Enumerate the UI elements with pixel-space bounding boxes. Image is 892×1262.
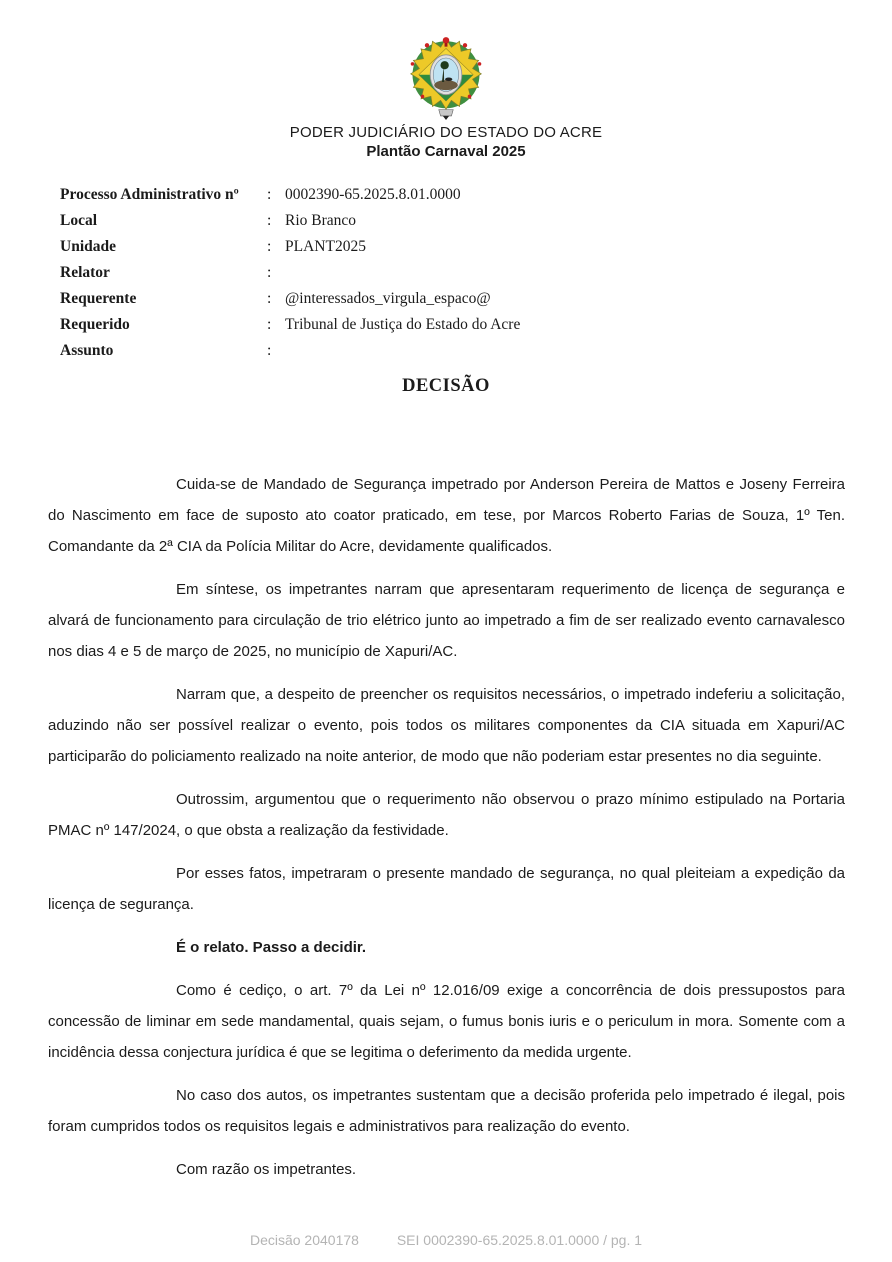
body-paragraph: Cuida-se de Mandado de Segurança impetrado por Anderson Pereira de Mattos e Joseny Ferreira do Nascimento em face de suposto ato coator praticado, em tese, por Marcos Roberto Farias de Souza, 1º Ten. Comandante da 2ª CIA da Polícia Militar do Acre, devidamente qualificados. (48, 476, 845, 555)
meta-row-local (60, 208, 892, 234)
meta-row-unidade (60, 234, 892, 260)
meta-label: Local (60, 212, 98, 229)
meta-label: Relator (60, 264, 110, 281)
meta-label: Requerente (60, 290, 137, 307)
meta-separator: : (267, 264, 272, 281)
meta-row-processo (60, 182, 892, 208)
document-header (0, 0, 892, 160)
meta-value (285, 260, 892, 286)
body-paragraph: Como é cediço, o art. 7º da Lei nº 12.016/09 exige a concorrência de dois pressupostos para concessão de liminar em sede mandamental, quais sejam, o fumus bonis iuris e o periculum in mora. Somente com a incidência dessa conjectura jurídica é que se legitima o deferimento da medida urgente. (48, 982, 845, 1061)
meta-value (285, 338, 892, 364)
body-paragraph: Outrossim, argumentou que o requerimento não observou o prazo mínimo estipulado na Portaria PMAC nº 147/2024, o que obsta a realização da festividade. (48, 791, 845, 839)
meta-separator: : (267, 316, 272, 333)
meta-value: Rio Branco (285, 212, 357, 229)
decision-body (48, 469, 845, 1185)
body-paragraph: Com razão os impetrantes. (176, 1161, 357, 1178)
acre-coat-of-arms-icon (400, 34, 492, 120)
meta-row-assunto (60, 338, 892, 364)
meta-label: Requerido (60, 316, 130, 333)
decision-title: DECISÃO (402, 376, 490, 396)
meta-row-requerido (60, 312, 892, 338)
meta-label: Processo Administrativo nº (60, 186, 239, 203)
body-paragraph: No caso dos autos, os impetrantes sustentam que a decisão proferida pelo impetrado é ilegal, pois foram cumpridos todos os requisitos legais e administrativos para realização do evento. (48, 1087, 845, 1135)
body-paragraph-relato: É o relato. Passo a decidir. (176, 939, 367, 956)
footer-sei-reference: SEI 0002390-65.2025.8.01.0000 / pg. 1 (396, 1232, 643, 1248)
meta-value: 0002390-65.2025.8.01.0000 (285, 186, 461, 203)
meta-separator: : (267, 290, 272, 307)
meta-value: Tribunal de Justiça do Estado do Acre (285, 316, 521, 333)
body-paragraph: Em síntese, os impetrantes narram que apresentaram requerimento de licença de segurança e alvará de funcionamento para circulação de trio elétrico junto ao impetrado a fim de ser realizado evento carnavalesco nos dias 4 e 5 de março de 2025, no município de Xapuri/AC. (48, 581, 845, 660)
meta-value: PLANT2025 (285, 238, 366, 255)
meta-separator: : (267, 186, 272, 203)
meta-value: @interessados_virgula_espaco@ (285, 290, 491, 307)
meta-row-requerente (60, 286, 892, 312)
meta-label: Unidade (60, 238, 116, 255)
body-paragraph: Por esses fatos, impetraram o presente mandado de segurança, no qual pleiteiam a expedição da licença de segurança. (48, 865, 845, 913)
body-paragraph: Narram que, a despeito de preencher os requisitos necessários, o impetrado indeferiu a solicitação, aduzindo não ser possível realizar o evento, pois todos os militares componentes da CIA situada em Xapuri/AC participarão do policiamento realizado na noite anterior, de modo que não poderiam estar presentes no dia seguinte. (48, 686, 845, 765)
meta-separator: : (267, 342, 272, 359)
meta-row-relator (60, 260, 892, 286)
institution-name: PODER JUDICIÁRIO DO ESTADO DO ACRE (289, 124, 603, 141)
event-subtitle: Plantão Carnaval 2025 (366, 143, 526, 160)
page-footer (0, 1232, 892, 1248)
meta-separator: : (267, 238, 272, 255)
meta-separator: : (267, 212, 272, 229)
footer-doc-reference: Decisão 2040178 (249, 1232, 359, 1248)
case-metadata-table (60, 182, 892, 364)
meta-label: Assunto (60, 342, 114, 359)
